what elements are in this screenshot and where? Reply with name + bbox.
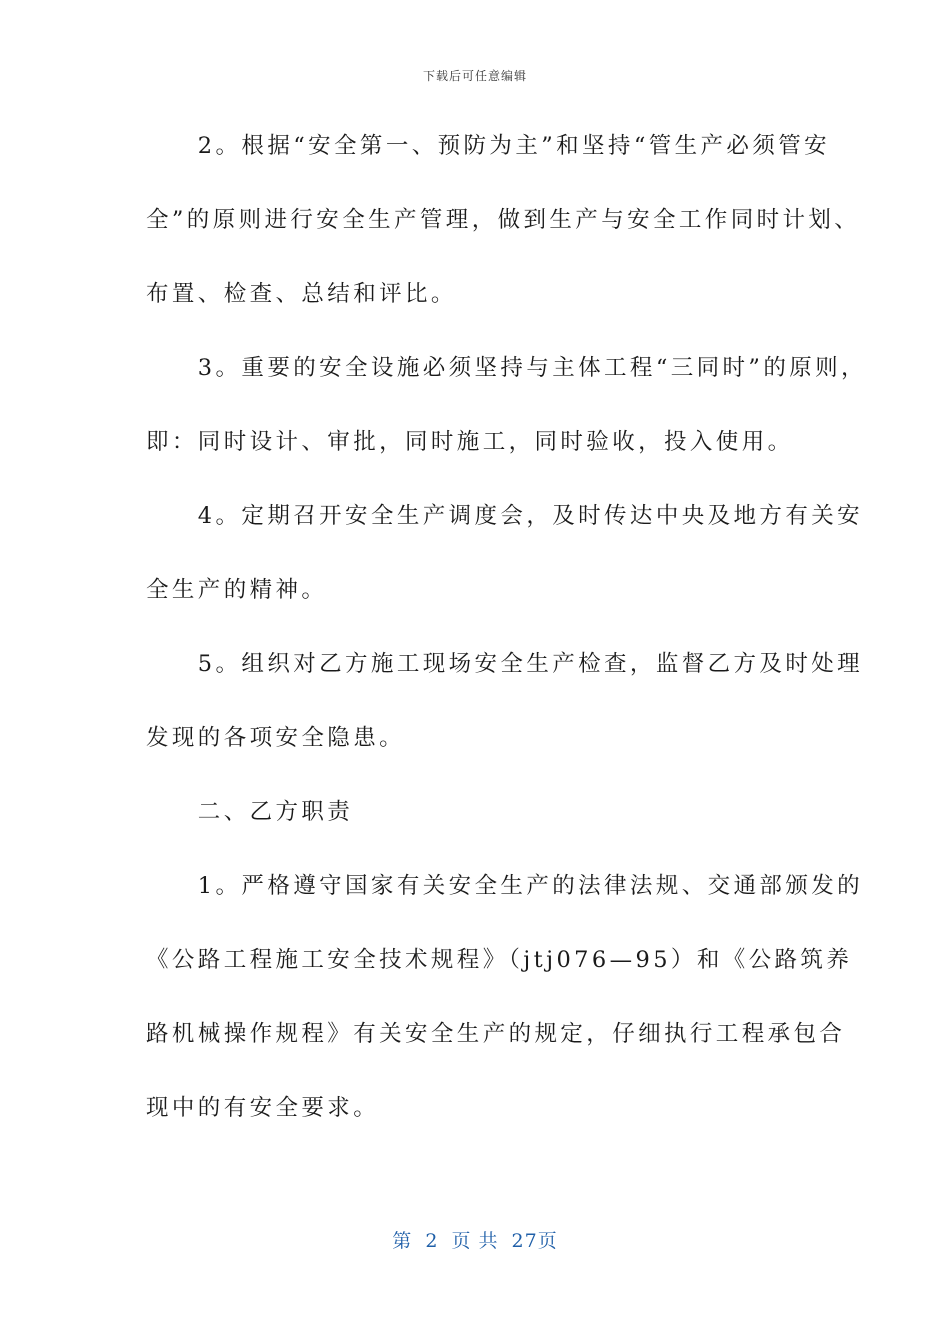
footer-current-page: 2 [425, 1230, 439, 1252]
header-note: 下载后可任意编辑 [422, 69, 527, 83]
page-number-footer [0, 1226, 950, 1253]
text-line: 4。定期召开安全生产调度会，及时传达中央及地方有关安 [146, 503, 864, 529]
text-line: 1。严格遵守国家有关安全生产的法律法规、交通部颁发的 [146, 873, 864, 899]
text-line: 全”的原则进行安全生产管理，做到生产与安全工作同时计划、 [146, 207, 861, 233]
text-line: 2。根据“安全第一、预防为主”和坚持“管生产必须管安 [146, 133, 831, 159]
text-line: 现中的有安全要求。 [146, 1095, 380, 1121]
section-heading: 二、乙方职责 [146, 799, 354, 825]
text-line: 即：同时设计、审批，同时施工，同时验收，投入使用。 [146, 429, 794, 455]
text-line: 全生产的精神。 [146, 577, 328, 603]
footer-total-pages: 27页 [511, 1230, 558, 1252]
footer-prefix: 第 [392, 1230, 413, 1252]
text-line: 《公路工程施工安全技术规程》（jtj076—95）和《公路筑养 [146, 947, 853, 973]
text-line: 3。重要的安全设施必须坚持与主体工程“三同时”的原则， [146, 355, 867, 381]
text-line: 5。组织对乙方施工现场安全生产检查，监督乙方及时处理 [146, 651, 864, 677]
text-line: 布置、检查、总结和评比。 [146, 281, 457, 307]
text-line: 发现的各项安全隐患。 [146, 725, 406, 751]
footer-middle: 页 共 [451, 1230, 499, 1252]
text-line: 路机械操作规程》有关安全生产的规定，仔细执行工程承包合 [146, 1021, 846, 1047]
body-text [146, 121, 867, 1157]
